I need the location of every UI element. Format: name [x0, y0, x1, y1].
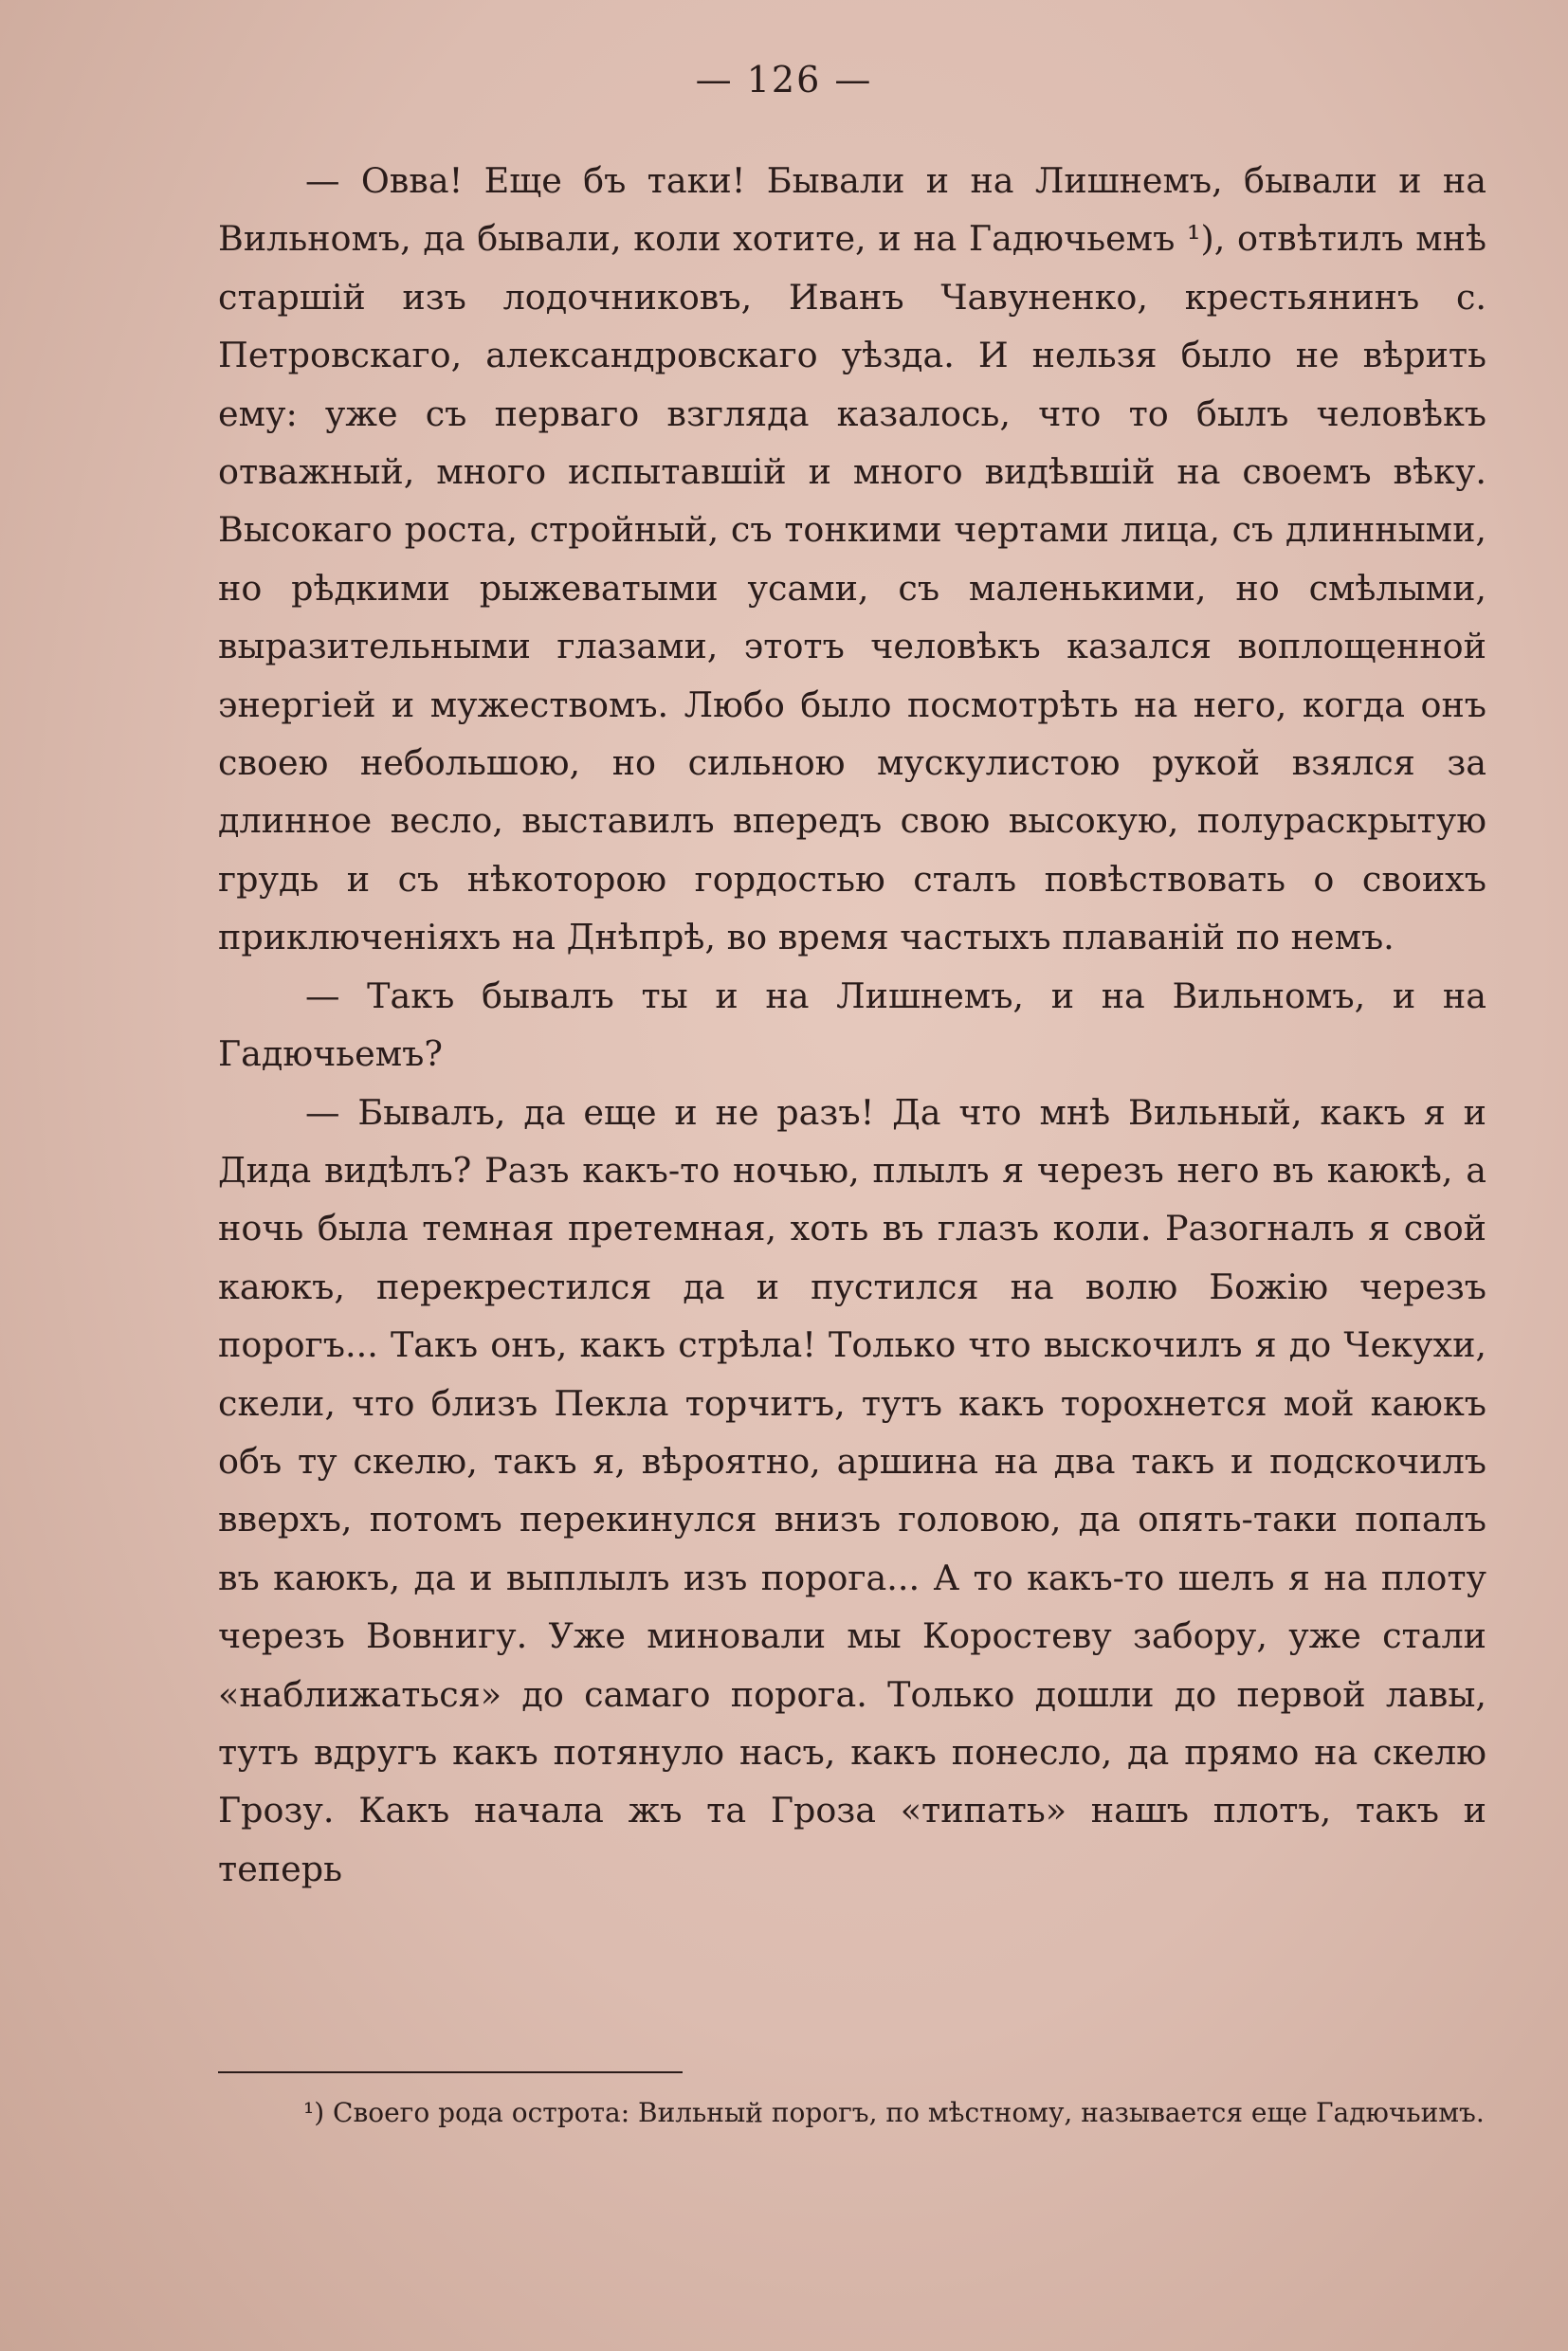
page-number: — 126 — — [695, 59, 873, 100]
paragraph-1: — Овва! Еще бъ таки! Бывали и на Лишнемъ, бывали и на Вильномъ, да бывали, коли хотите, и на Гадючьемъ ¹), отвѣтилъ мнѣ старшій изъ лодочниковъ, Иванъ Чавуненко, крестьянинъ с. Петровскаго, александровскаго уѣзда. И нельзя было не вѣрить ему: уже съ перваго взгляда казалось, что то былъ человѣкъ отважный, много испытавшій и много видѣвшій на своемъ вѣку. Высокаго роста, стройный, съ тонкими чертами лица, съ длинными, но рѣдкими рыжеватыми усами, съ маленькими, но смѣлыми, выразительными глазами, этотъ человѣкъ казался воплощенной энергіей и мужествомъ. Любо было посмотрѣть на него, когда онъ своею небольшою, но сильною мускулистою рукой взялся за длинное весло, выставилъ впередъ свою высокую, полураскрытую грудь и съ нѣкоторою гордостью сталъ повѣствовать о своихъ приключеніяхъ на Днѣпрѣ, во время частыхъ плаваній по немъ. — [218, 160, 1486, 958]
paragraph-2: — Такъ бывалъ ты и на Лишнемъ, и на Вильномъ, и на Гадючьемъ? — [218, 975, 1486, 1075]
footnote-divider — [218, 2071, 683, 2073]
paragraph-3: — Бывалъ, да еще и не разъ! Да что мнѣ Вильный, какъ я и Дида видѣлъ? Разъ какъ-то ночью, плылъ я черезъ него въ каюкѣ, а ночь была темная претемная, хоть въ глазъ коли. Разогналъ я свой каюкъ, перекрестился да и пустился на волю Божію черезъ порогъ... Такъ онъ, какъ стрѣла! Только что выскочилъ я до Чекухи, скели, что близъ Пекла торчитъ, тутъ какъ торохнется мой каюкъ объ ту скелю, такъ я, вѣроятно, аршина на два такъ и подскочилъ вверхъ, потомъ перекинулся внизъ головою, да опять-таки попалъ въ каюкъ, да и выплылъ изъ порога... А то какъ-то шелъ я на плоту черезъ Вовнигу. Уже миновали мы Коростеву забору, уже стали «наближаться» до самаго порога. Только дошли до первой лавы, тутъ вдругъ какъ потянуло насъ, какъ понесло, да прямо на скелю Грозу. Какъ начала жъ та Гроза «типать» нашъ плотъ, такъ и теперь — [218, 1091, 1486, 1889]
body-text — [218, 152, 1486, 1898]
footnote: ¹) Своего рода острота: Вильный порогъ, по мѣстному, называется еще Гадючьимъ. — [303, 2097, 1485, 2128]
